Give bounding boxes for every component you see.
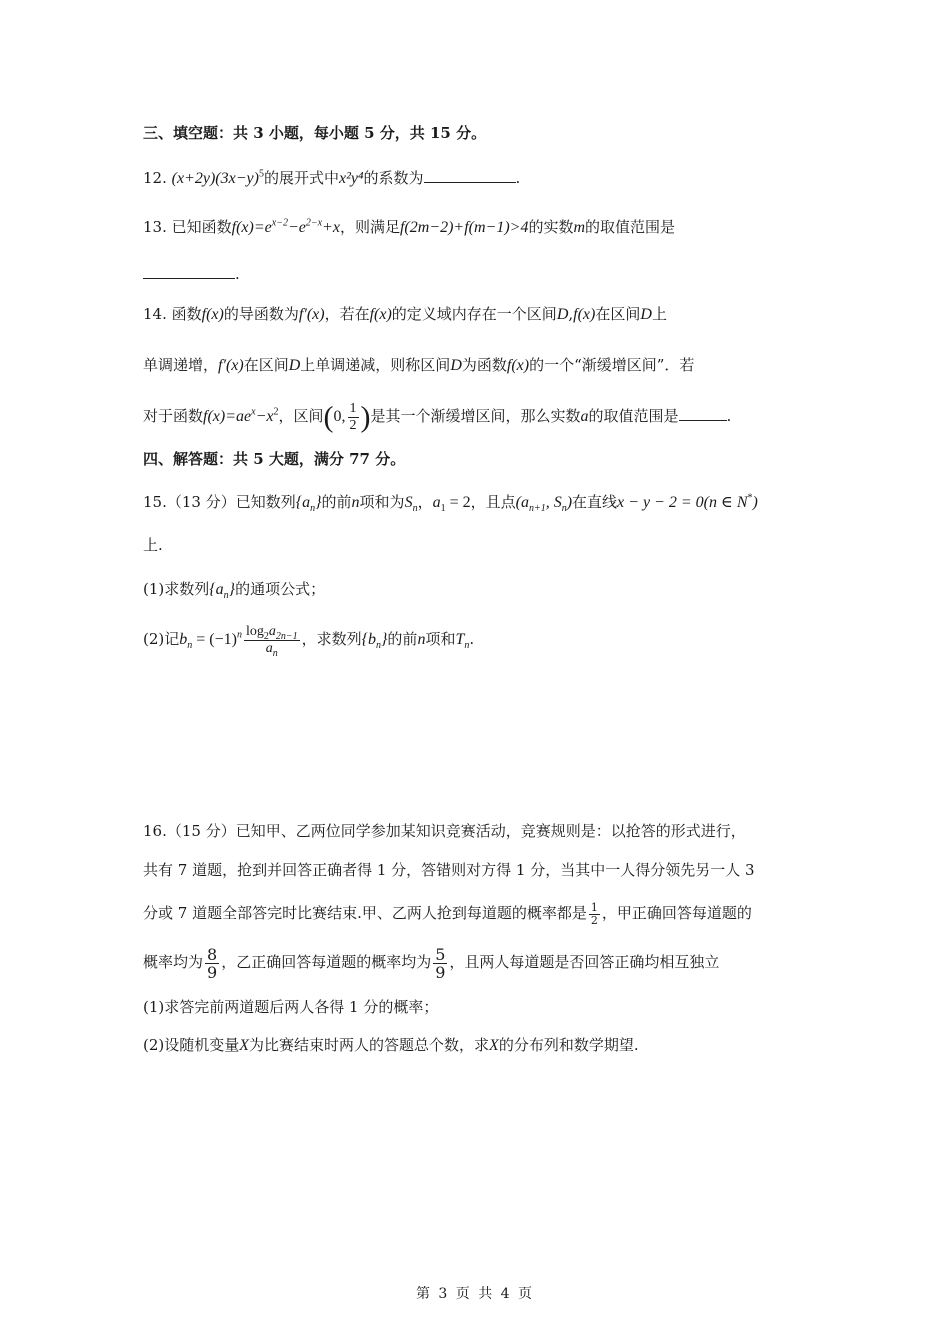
- fraction: $\frac{1}{2}$: [590, 900, 598, 927]
- math-variable: m: [573, 219, 586, 236]
- math-term: x²y⁴: [338, 170, 364, 187]
- math-function: f(x): [506, 357, 530, 374]
- question-text: (1)求数列: [143, 580, 210, 598]
- question-text: ，: [417, 493, 433, 511]
- question-number: 14.: [143, 305, 167, 323]
- math-function: $f(x)=ae^x-x^2$: [203, 406, 279, 425]
- question-text: 项和为: [359, 493, 405, 511]
- math-derivative: f′(x): [298, 306, 325, 323]
- question-text: 函数: [171, 305, 202, 323]
- question-text: 是其一个渐缓增区间，那么实数: [370, 407, 581, 425]
- question-text: 已知函数: [171, 218, 232, 236]
- math-sequence: $\{a_n\}$: [209, 581, 236, 602]
- question-text: 在区间: [595, 305, 641, 323]
- question-13-answer-line: [143, 262, 240, 286]
- math-function: $f(x)=e^{x-2}-e^{2-x}+x$: [231, 217, 340, 236]
- question-text: 的取值范围是: [585, 218, 676, 236]
- math-interval: (0, $\frac{1}{2}$ ): [323, 400, 371, 434]
- math-variable: D: [556, 306, 569, 323]
- math-definition: $b_n = (-1)^n$ $\frac{\log_2a_{2n-1}}{a_n}$: [179, 623, 298, 659]
- question-text: 的系数为: [363, 169, 424, 187]
- period: .: [515, 169, 521, 187]
- math-variable: n: [351, 494, 360, 511]
- question-text: ，则满足: [339, 218, 400, 236]
- question-14-line-3: [143, 400, 731, 434]
- question-text: 上单调递减，则称区间: [300, 356, 451, 374]
- question-header: 15.（13 分）已知数列: [143, 493, 296, 511]
- question-text: 的前: [321, 493, 352, 511]
- math-inequality: f(2m−2)+f(m−1)>4: [399, 219, 529, 236]
- question-text: ，甲正确回答每道题的: [601, 904, 752, 922]
- math-variable: a: [580, 408, 589, 425]
- math-function: f(x): [201, 306, 224, 323]
- question-16-line-1: 16.（15 分）已知甲、乙两位同学参加某知识竞赛活动，竞赛规则是：以抢答的形式进行，: [143, 822, 746, 840]
- fraction: $\frac{8}{9}$: [207, 944, 218, 982]
- question-text: 的通项公式；: [235, 580, 326, 598]
- math-variable: X: [489, 1037, 499, 1054]
- math-variable: D: [640, 306, 652, 323]
- period: .: [726, 407, 732, 425]
- question-16-part-2: [143, 1033, 639, 1058]
- question-16-part-1: (1)求答完前两道题后两人各得 1 分的概率；: [143, 998, 439, 1016]
- question-text: 上: [651, 305, 667, 323]
- math-expression: $(x+2y)(3x-y)^5$: [171, 168, 264, 187]
- question-text: ，区间: [278, 407, 324, 425]
- page-footer: 第 3 页 共 4 页: [415, 1286, 535, 1302]
- math-initial-term: $a_1 = 2$: [432, 494, 471, 515]
- math-variable: n: [417, 631, 426, 648]
- question-16-line-2: 共有 7 道题，抢到并回答正确者得 1 分，答错则对方得 1 分，当其中一人得分领先另一人 3: [143, 861, 755, 879]
- math-variable: D: [288, 357, 301, 374]
- fraction: $\frac{5}{9}$: [435, 944, 446, 982]
- question-16-line-3: [143, 898, 752, 928]
- question-number: 13.: [143, 218, 167, 236]
- question-text: ，求数列: [301, 630, 362, 648]
- question-text: 的导函数为: [223, 305, 299, 323]
- math-sequence: $\{a_n\}$: [295, 494, 322, 515]
- math-point: ($a_{n+1}$, $S_n$): [515, 494, 573, 515]
- question-text: 对于函数: [143, 407, 204, 425]
- question-text: (2)设随机变量: [143, 1036, 240, 1054]
- question-text: 分或 7 道题全部答完时比赛结束.甲、乙两人抢到每道题的概率都是: [143, 904, 587, 922]
- question-text: 的取值范围是: [588, 407, 679, 425]
- question-text: 的前: [387, 630, 418, 648]
- period: .: [469, 630, 475, 648]
- question-text: ，乙正确回答每道题的概率均为: [221, 953, 432, 971]
- math-sum: $S_n$: [404, 494, 418, 515]
- section-heading-fill-in: 三、填空题：共 3 小题，每小题 5 分，共 15 分。: [143, 124, 487, 142]
- question-text: 单调递增，: [143, 356, 219, 374]
- question-text: 的实数: [528, 218, 574, 236]
- question-15-line-2: 上.: [143, 536, 163, 554]
- question-text: 的展开式中: [263, 169, 339, 187]
- answer-blank[interactable]: [424, 168, 516, 183]
- math-derivative: f′(x): [218, 357, 244, 374]
- math-function: f(x): [369, 306, 392, 323]
- period: .: [235, 265, 240, 283]
- question-text: ，且两人每道题是否回答正确均相互独立: [449, 953, 720, 971]
- fraction: $\frac{1}{2}$: [349, 400, 357, 433]
- question-15-part-2: [143, 618, 474, 661]
- question-number: 12.: [143, 169, 167, 187]
- question-text: 概率均为: [143, 953, 204, 971]
- math-variable: D: [450, 357, 462, 374]
- question-14-line-1: [143, 302, 667, 327]
- answer-blank[interactable]: [143, 264, 235, 279]
- question-text: 为函数: [461, 356, 507, 374]
- question-15-line-1: [143, 490, 758, 515]
- question-text: 项和: [425, 630, 456, 648]
- question-16-line-4: [143, 944, 719, 981]
- fraction: $\frac{\log_2a_{2n-1}}{a_n}$: [245, 623, 298, 659]
- question-text: 的一个“渐缓增区间”．若: [529, 356, 695, 374]
- question-text: (2)记: [143, 630, 180, 648]
- question-12: [143, 166, 520, 191]
- question-text: 的分布列和数学期望.: [498, 1036, 639, 1054]
- question-text: 在直线: [572, 493, 618, 511]
- math-sum: $T_n$: [455, 631, 470, 652]
- question-text: 的定义域内存在一个区间: [391, 305, 557, 323]
- section-heading-solve: 四、解答题：共 5 大题，满分 77 分。: [143, 450, 406, 468]
- math-variable: X: [239, 1037, 250, 1054]
- comma: ,: [568, 305, 574, 323]
- question-13: [143, 215, 675, 240]
- math-function: f(x): [573, 306, 596, 323]
- question-14-line-2: [143, 353, 694, 378]
- answer-blank[interactable]: [679, 406, 727, 421]
- math-line-equation: x − y − 2 = 0(n ∈ N*): [617, 492, 758, 511]
- math-sequence: $\{b_n\}$: [361, 631, 388, 652]
- question-text: 在区间: [243, 356, 289, 374]
- question-text: ，且点: [470, 493, 516, 511]
- question-text: 为比赛结束时两人的答题总个数，求: [249, 1036, 490, 1054]
- question-15-part-1: [143, 577, 325, 602]
- question-text: ，若在: [324, 305, 370, 323]
